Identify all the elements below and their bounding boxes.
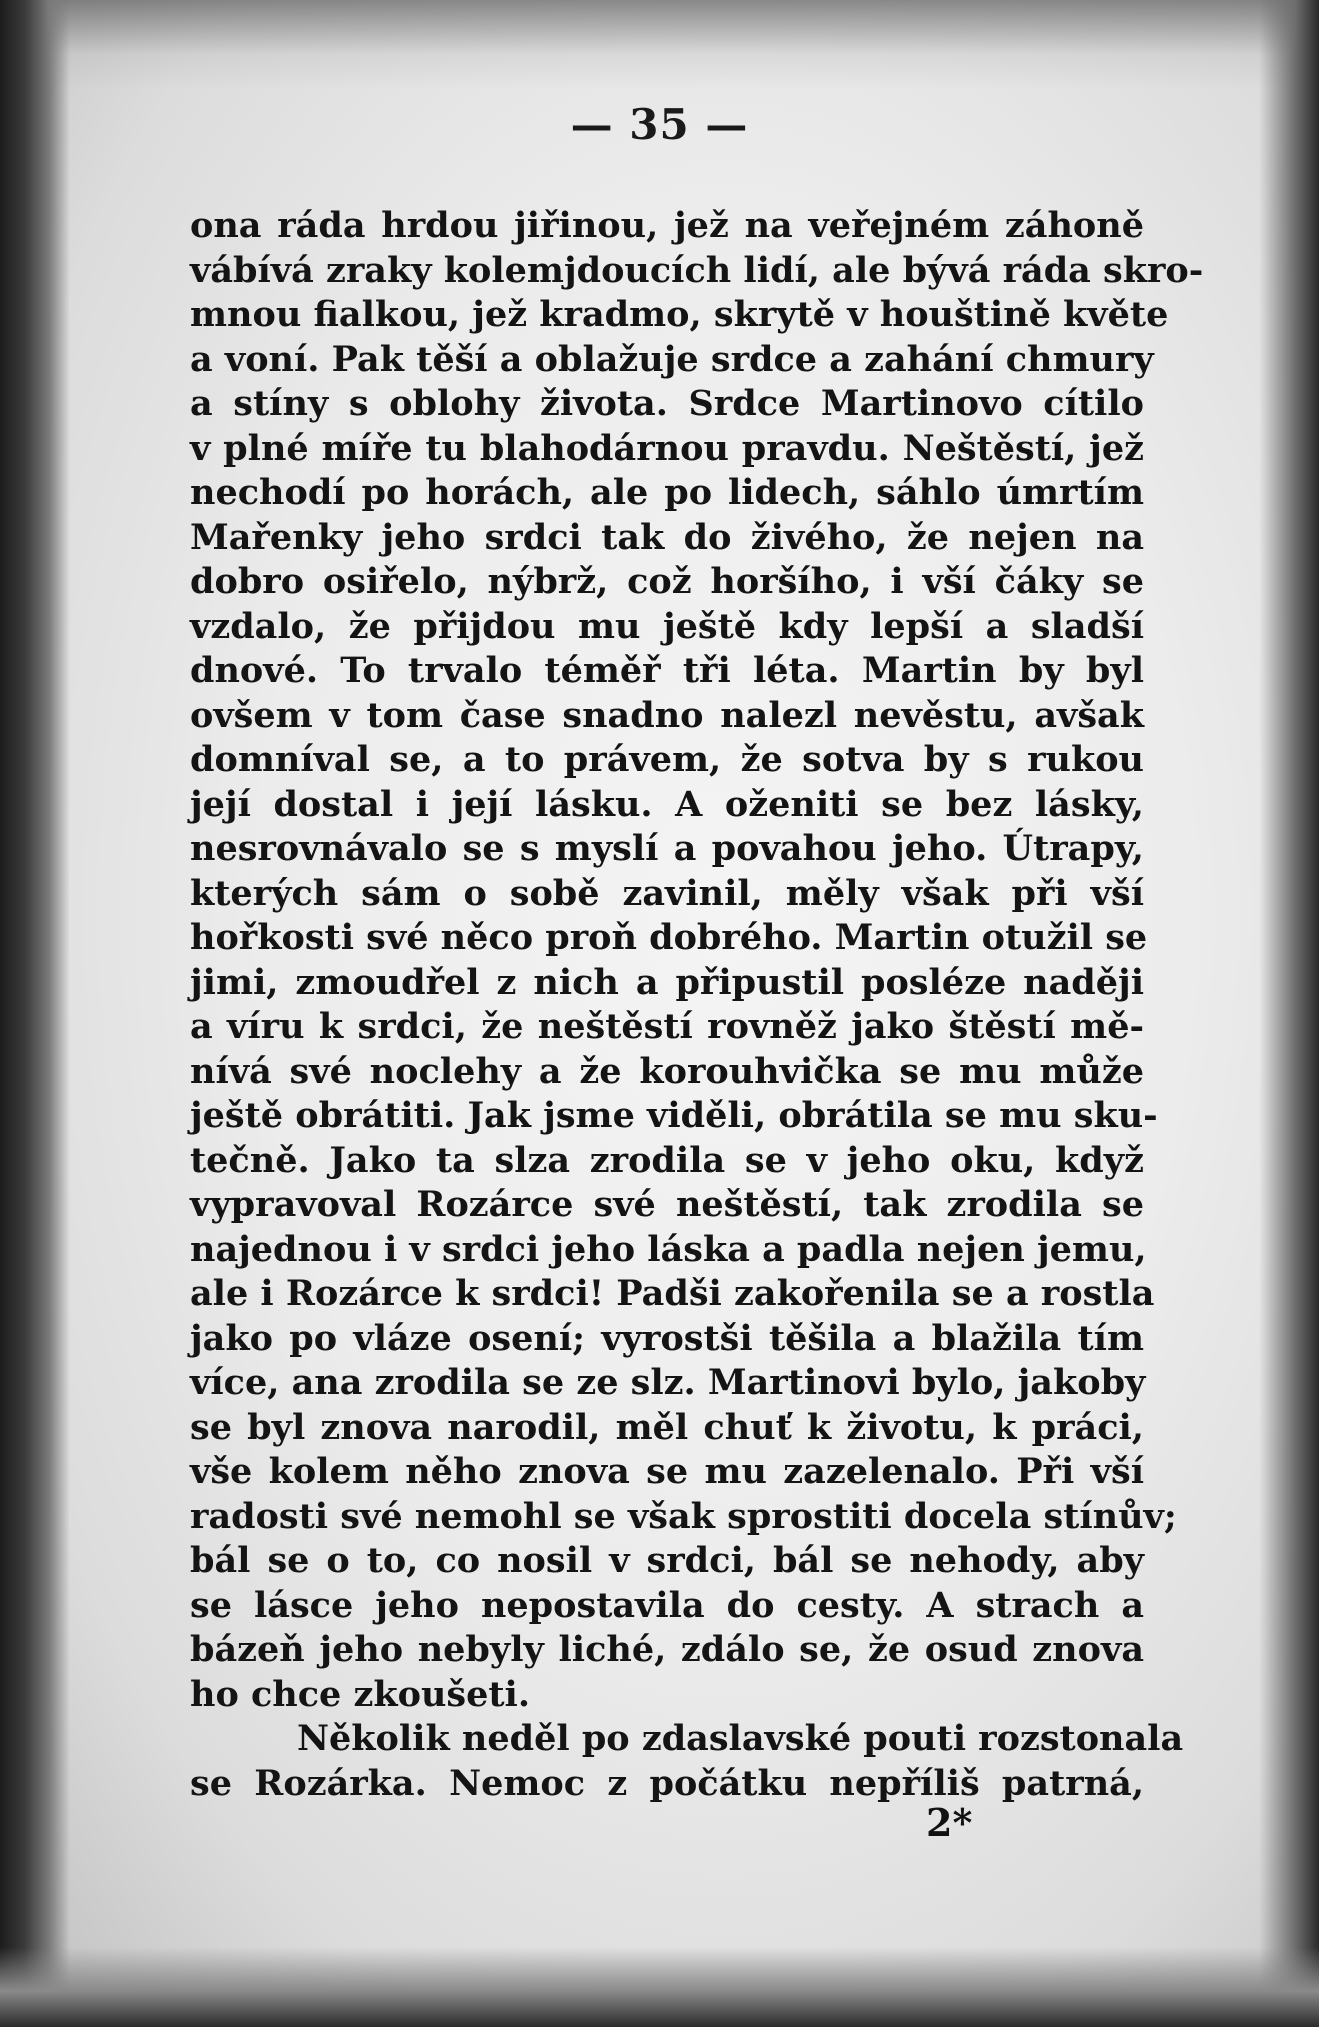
text-line: v plné míře tu blahodárnou pravdu. Neštěstí, jež [190,427,1144,469]
text-line: vzdalo, že přijdou mu ještě kdy lepší a sladší [190,605,1144,647]
text-line: a voní. Pak těší a oblažuje srdce a zahání chmury [190,338,1154,380]
paragraph-start-line: Několik neděl po zdaslavské pouti rozstonala [297,1718,1184,1759]
text-line: a víru k srdci, že neštěstí rovněž jako štěstí mě- [190,1006,1144,1047]
text-line: nesrovnávalo se s myslí a povahou jeho. Útrapy, [190,828,1144,869]
text-line: tečně. Jako ta slza zrodila se v jeho oku, když [190,1139,1144,1181]
text-line: vábívá zraky kolemjdoucích lidí, ale bývá ráda skro- [190,249,1204,291]
text-line: domníval se, a to právem, že sotva by s rukou [190,739,1144,780]
text-line: dobro osiřelo, nýbrž, což horšího, i vší čáky se [190,561,1144,602]
text-line: bál se o to, co nosil v srdci, bál se nehody, aby [190,1540,1144,1581]
printer-signature-mark: 2* [926,1800,973,1845]
text-line: radosti své nemohl se však sprostiti docela stínův; [190,1495,1177,1537]
paragraph-end-line: ho chce zkoušeti. [190,1673,531,1715]
binding-shadow [0,0,70,2027]
right-page-edge [1259,0,1319,2027]
body-text [190,204,1204,1806]
text-line: jako po vláze osení; vyrostši těšila a blažila tím [190,1317,1144,1359]
text-line: ovšem v tom čase snadno nalezl nevěstu, avšak [190,694,1144,736]
text-line: najednou i v srdci jeho láska a padla nejen jemu, [190,1228,1147,1270]
text-line: její dostal i její lásku. A oženiti se bez lásky, [190,783,1144,825]
text-line: vypravoval Rozárce své neštěstí, tak zrodila se [190,1184,1144,1225]
text-line: se Rozárka. Nemoc z počátku nepříliš patrná, [190,1762,1144,1804]
text-line: dnové. To trvalo téměř tři léta. Martin by byl [190,650,1144,691]
page-number: — 35 — [570,100,749,149]
text-line: nívá své noclehy a že korouhvička se mu může [190,1050,1144,1092]
text-line: kterých sám o sobě zavinil, měly však při vší [190,872,1144,914]
text-line: nechodí po horách, ale po lidech, sáhlo úmrtím [190,472,1144,513]
text-line: a stíny s oblohy života. Srdce Martinovo cítilo [190,383,1144,424]
text-line: se byl znova narodil, měl chuť k životu, k práci, [190,1406,1144,1448]
text-line: se lásce jeho nepostavila do cesty. A strach a [190,1584,1144,1626]
text-line: vše kolem něho znova se mu zazelenalo. Při vší [190,1451,1144,1492]
text-line: hořkosti své něco proň dobrého. Martin otužil se [190,917,1148,958]
bottom-page-edge [0,1947,1319,2027]
text-line: ještě obrátiti. Jak jsme viděli, obrátila se mu sku- [190,1095,1158,1136]
text-line: ona ráda hrdou jiřinou, jež na veřejném záhoně [190,205,1144,246]
text-line: ale i Rozárce k srdci! Padši zakořenila se a rostla [190,1273,1155,1314]
text-line: Mařenky jeho srdci tak do živého, že nejen na [190,516,1144,558]
text-line: více, ana zrodila se ze slz. Martinovi bylo, jakoby [190,1362,1146,1403]
top-shadow [0,0,1319,90]
text-line: mnou fialkou, jež kradmo, skrytě v houštině květe [190,294,1169,335]
text-line: jimi, zmoudřel z nich a připustil posléze naději [190,961,1144,1003]
text-line: bázeň jeho nebyly liché, zdálo se, že osud znova [190,1629,1144,1670]
